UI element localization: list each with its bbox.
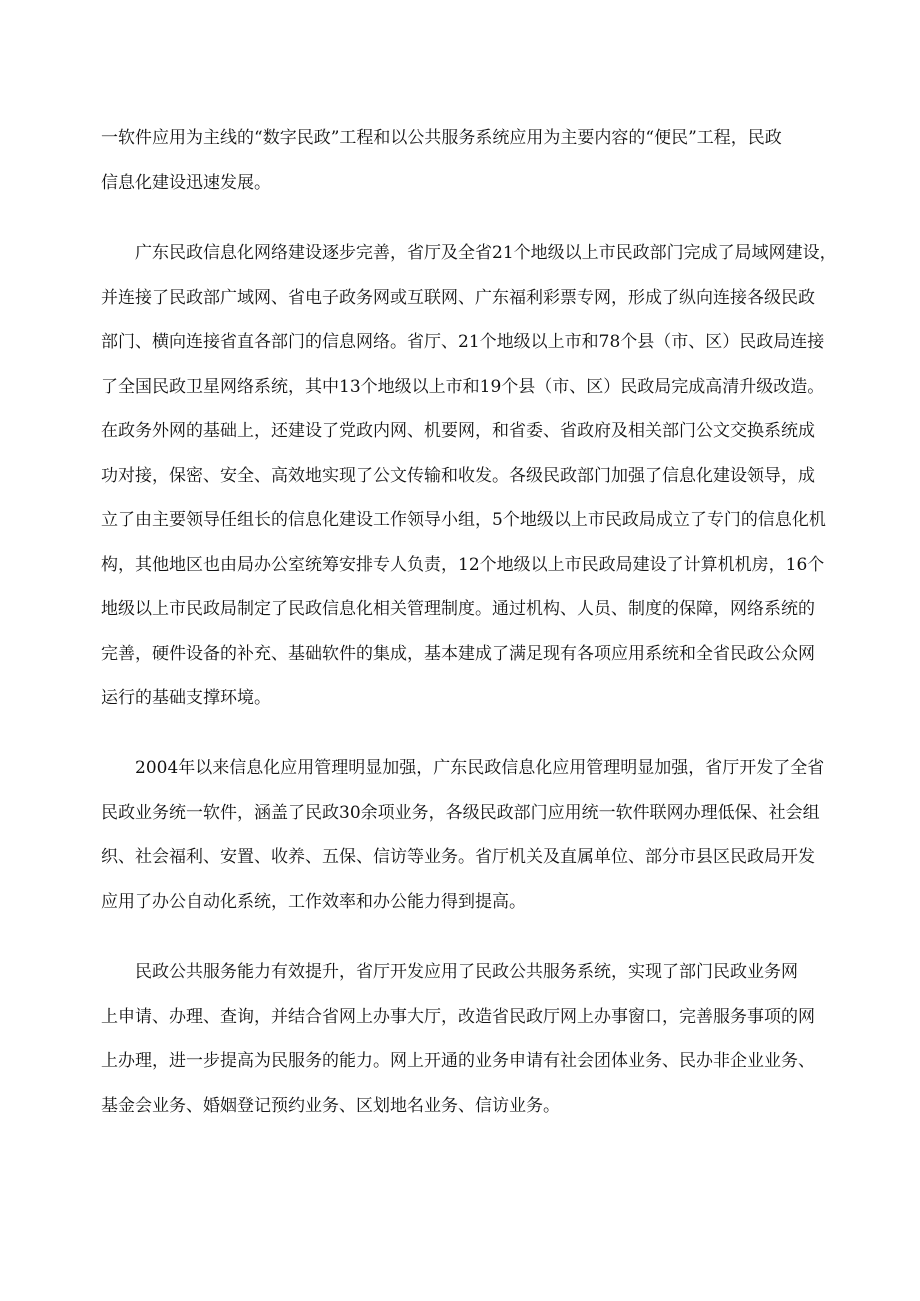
paragraph-4-line-1: 民政公共服务能力有效提升，省厅开发应用了民政公共服务系统，实现了部门民政业务网	[101, 962, 798, 982]
paragraph-3-line-1: 2004年以来信息化应用管理明显加强，广东民政信息化应用管理明显加强，省厅开发了全省	[101, 758, 825, 778]
paragraph-3-line-3: 织、社会福利、安置、收养、五保、信访等业务。省厅机关及直属单位、部分市县区民政局开发	[101, 847, 815, 867]
paragraph-1-line-1: 一软件应用为主线的“数字民政”工程和以公共服务系统应用为主要内容的“便民”工程，民政	[101, 128, 782, 148]
paragraph-2-line-11: 运行的基础支撑环境。	[101, 688, 271, 708]
paragraph-2-line-4: 了全国民政卫星网络系统，其中13个地级以上市和19个县（市、区）民政局完成高清升级改造。	[101, 377, 825, 397]
paragraph-4-line-3: 上办理，进一步提高为民服务的能力。网上开通的业务申请有社会团体业务、民办非企业业务、	[101, 1051, 815, 1071]
paragraph-2-line-3: 部门、横向连接省直各部门的信息网络。省厅、21个地级以上市和78个县（市、区）民政局连接	[101, 332, 825, 352]
paragraph-1-line-2: 信息化建设迅速发展。	[101, 173, 271, 193]
paragraph-2-line-8: 构，其他地区也由局办公室统筹安排专人负责，12个地级以上市民政局建设了计算机机房，16个	[101, 555, 825, 575]
paragraph-2-line-9: 地级以上市民政局制定了民政信息化相关管理制度。通过机构、人员、制度的保障，网络系统的	[101, 599, 815, 619]
paragraph-2-line-7: 立了由主要领导任组长的信息化建设工作领导小组，5个地级以上市民政局成立了专门的信息化机	[101, 510, 826, 530]
paragraph-3-line-2: 民政业务统一软件，涵盖了民政30余项业务，各级民政部门应用统一软件联网办理低保、社会组	[101, 803, 820, 823]
paragraph-4-line-4: 基金会业务、婚姻登记预约业务、区划地名业务、信访业务。	[101, 1096, 560, 1116]
paragraph-2-line-5: 在政务外网的基础上，还建设了党政内网、机要网，和省委、省政府及相关部门公文交换系统成	[101, 421, 815, 441]
paragraph-2-line-2: 并连接了民政部广域网、省电子政务网或互联网、广东福利彩票专网，形成了纵向连接各级民政	[101, 288, 815, 308]
paragraph-2-line-6: 功对接，保密、安全、高效地实现了公文传输和收发。各级民政部门加强了信息化建设领导，成	[101, 466, 815, 486]
paragraph-3-line-4: 应用了办公自动化系统，工作效率和办公能力得到提高。	[101, 892, 526, 912]
paragraph-4-line-2: 上申请、办理、查询，并结合省网上办事大厅，改造省民政厅网上办事窗口，完善服务事项的网	[101, 1007, 815, 1027]
paragraph-2-line-10: 完善，硬件设备的补充、基础软件的集成，基本建成了满足现有各项应用系统和全省民政公众网	[101, 644, 815, 664]
paragraph-2-line-1: 广东民政信息化网络建设逐步完善，省厅及全省21个地级以上市民政部门完成了局域网建设，	[101, 243, 837, 263]
